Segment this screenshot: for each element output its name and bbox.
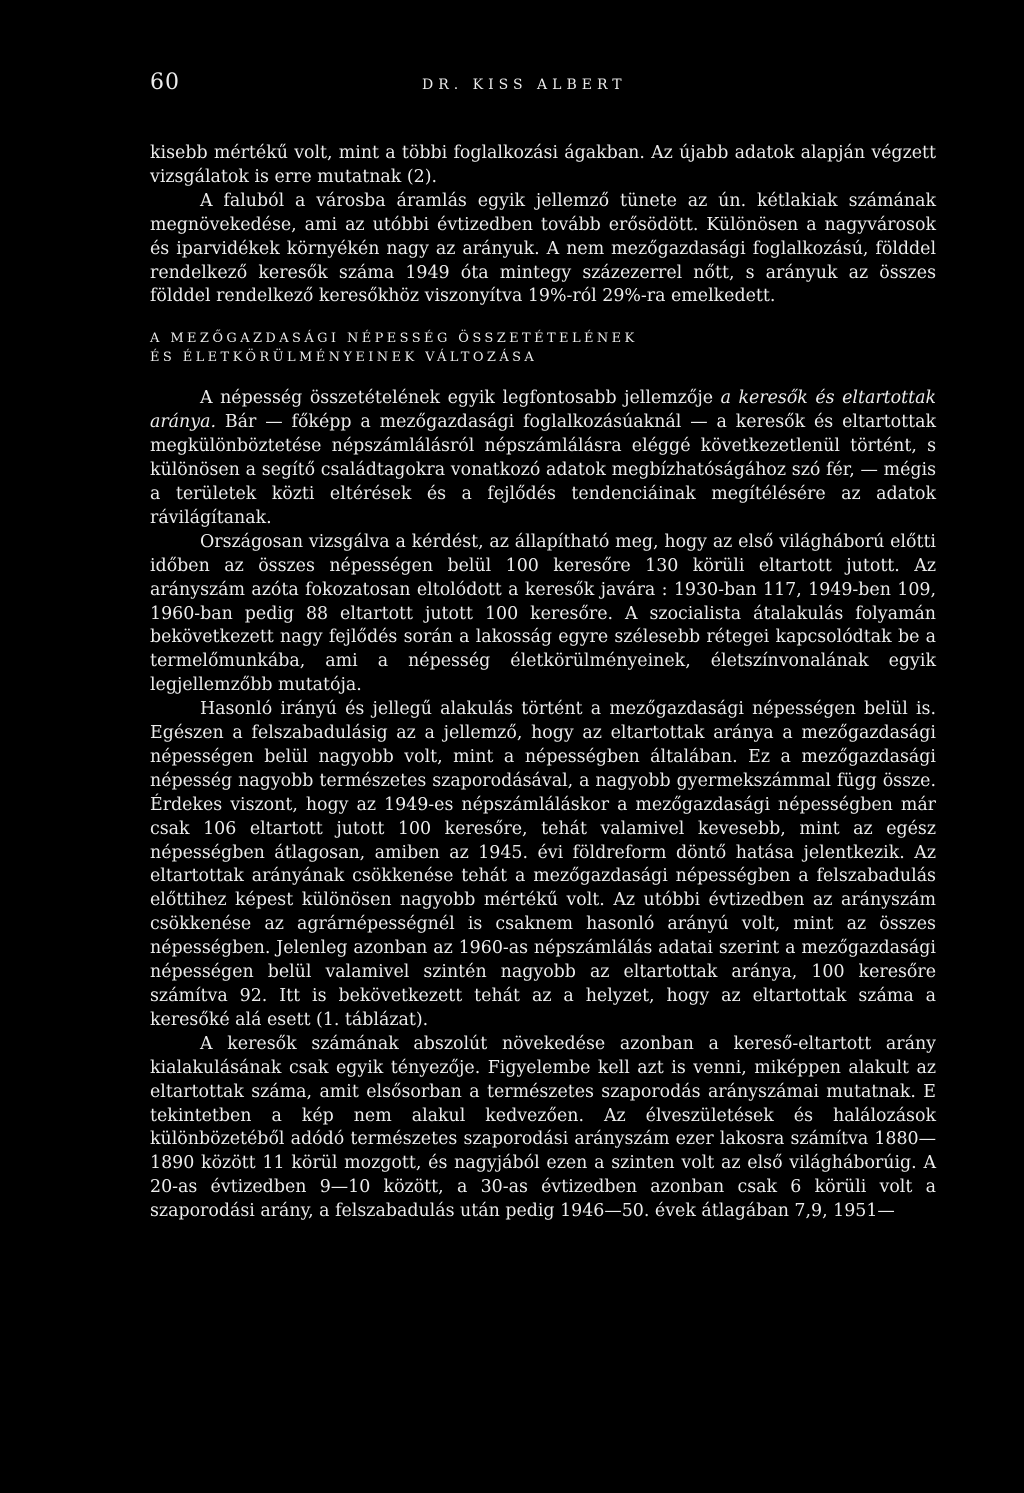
section-heading-line-1: A MEZŐGAZDASÁGI NÉPESSÉG ÖSSZETÉTELÉNEK xyxy=(150,331,638,347)
paragraph-3-rest: Bár — főképp a mezőgazdasági foglalkozásúaknál — a keresők és eltartottak megkülönböztetése népszámlálásról népszámlálásra eléggé következetlenül történt, s különösen a segítő családtagokra vonatkozó adatok megbízhatóságához szó fér, — mégis a területek közti eltérések és a fejlődés tendenciáinak megítélésére az adatok rávilágítanak. xyxy=(150,412,936,528)
paragraph-3-emphasis: a keresők és eltartottak aránya. xyxy=(150,388,936,433)
page-number: 60 xyxy=(150,70,180,95)
running-head: DR. KISS ALBERT xyxy=(422,77,627,93)
section-heading-line-2: ÉS ÉLETKÖRÜLMÉNYEINEK VÁLTOZÁSA xyxy=(150,350,538,366)
paragraph-3-lead: A népesség összetételének egyik legfontosabb jellemzője xyxy=(200,388,721,409)
paragraph-4: Országosan vizsgálva a kérdést, az állapítható meg, hogy az első világháború előtti időben az összes népességen belül 100 keresőre 130 körüli eltartott jutott. Az arányszám azóta fokozatosan eltolódott a keresők javára : 1930-ban 117, 1949-ben 109, 1960-ban pedig 88 eltartott jutott 100 keresőre. A szocialista átalakulás folyamán bekövetkezett nagy fejlődés során a lakosság egyre szélesebb rétegei kapcsolódtak be a termelőmunkába, ami a népesség életkörülményeinek, életszínvonalának egyik legjellemzőbb mutatója. xyxy=(150,531,936,696)
paragraph-1: kisebb mértékű volt, mint a többi foglalkozási ágakban. Az újabb adatok alapján végzett vizsgálatok is erre mutatnak (2). xyxy=(150,143,936,187)
book-page xyxy=(150,70,936,1224)
paragraph-3 xyxy=(150,387,936,530)
paragraph-2: A faluból a városba áramlás egyik jellemző tünete az ún. kétlakiak számának megnövekedése, ami az utóbbi évtizedben tovább erősödött. Különösen a nagyvárosok és iparvidékek környékén nagy az arányuk. A nem mezőgazdasági foglalkozású, földdel rendelkező keresők száma 1949 óta mintegy százezerrel nőtt, s arányuk az összes földdel rendelkező keresőkhöz viszonyítva 19%-ról 29%-ra emelkedett. xyxy=(150,190,936,307)
page-header xyxy=(150,70,936,110)
section-heading xyxy=(150,329,936,367)
body-text xyxy=(150,142,936,1224)
paragraph-6: A keresők számának abszolút növekedése azonban a kereső-eltartott arány kialakulásának csak egyik tényezője. Figyelembe kell azt is venni, miképpen alakult az eltartottak száma, amit elsősorban a természetes szaporodás arányszámai mutatnak. E tekintetben a kép nem alakul kedvezően. Az élveszületések és halálozások különbözetéből adódó természetes szaporodási arányszám ezer lakosra számítva 1880—1890 között 11 körül mozgott, és nagyjából ezen a szinten volt az első világháborúig. A 20-as évtizedben 9—10 között, a 30-as évtizedben azonban csak 6 körüli volt a szaporodási arány, a felszabadulás után pedig 1946—50. évek átlagában 7,9, 1951— xyxy=(150,1033,936,1222)
paragraph-5: Hasonló irányú és jellegű alakulás történt a mezőgazdasági népességen belül is. Egészen a felszabadulásig az a jellemző, hogy az eltartottak aránya a mezőgazdasági népességen belül nagyobb volt, mint a népességben általában. Ez a mezőgazdasági népesség nagyobb természetes szaporodásával, a nagyobb gyermekszámmal függ össze. Érdekes viszont, hogy az 1949-es népszámláláskor a mezőgazdasági népességben már csak 106 eltartott jutott 100 keresőre, tehát valamivel kevesebb, mint az egész népességben átlagosan, amiben az 1945. évi földreform döntő hatása jelentkezik. Az eltartottak arányának csökkenése tehát a mezőgazdasági népességben a felszabadulás előttihez képest különösen nagyobb mértékű volt. Az utóbbi évtizedben az arányszám csökkenése az agrárnépességnél is csaknem hasonló arányú volt, mint az összes népességben. Jelenleg azonban az 1960-as népszámlálás adatai szerint a mezőgazdasági népességen belül valamivel szintén nagyobb az eltartottak aránya, 100 keresőre számítva 92. Itt is bekövetkezett tehát az a helyzet, hogy az eltartottak száma a keresőké alá esett (1. táblázat). xyxy=(150,699,936,1030)
